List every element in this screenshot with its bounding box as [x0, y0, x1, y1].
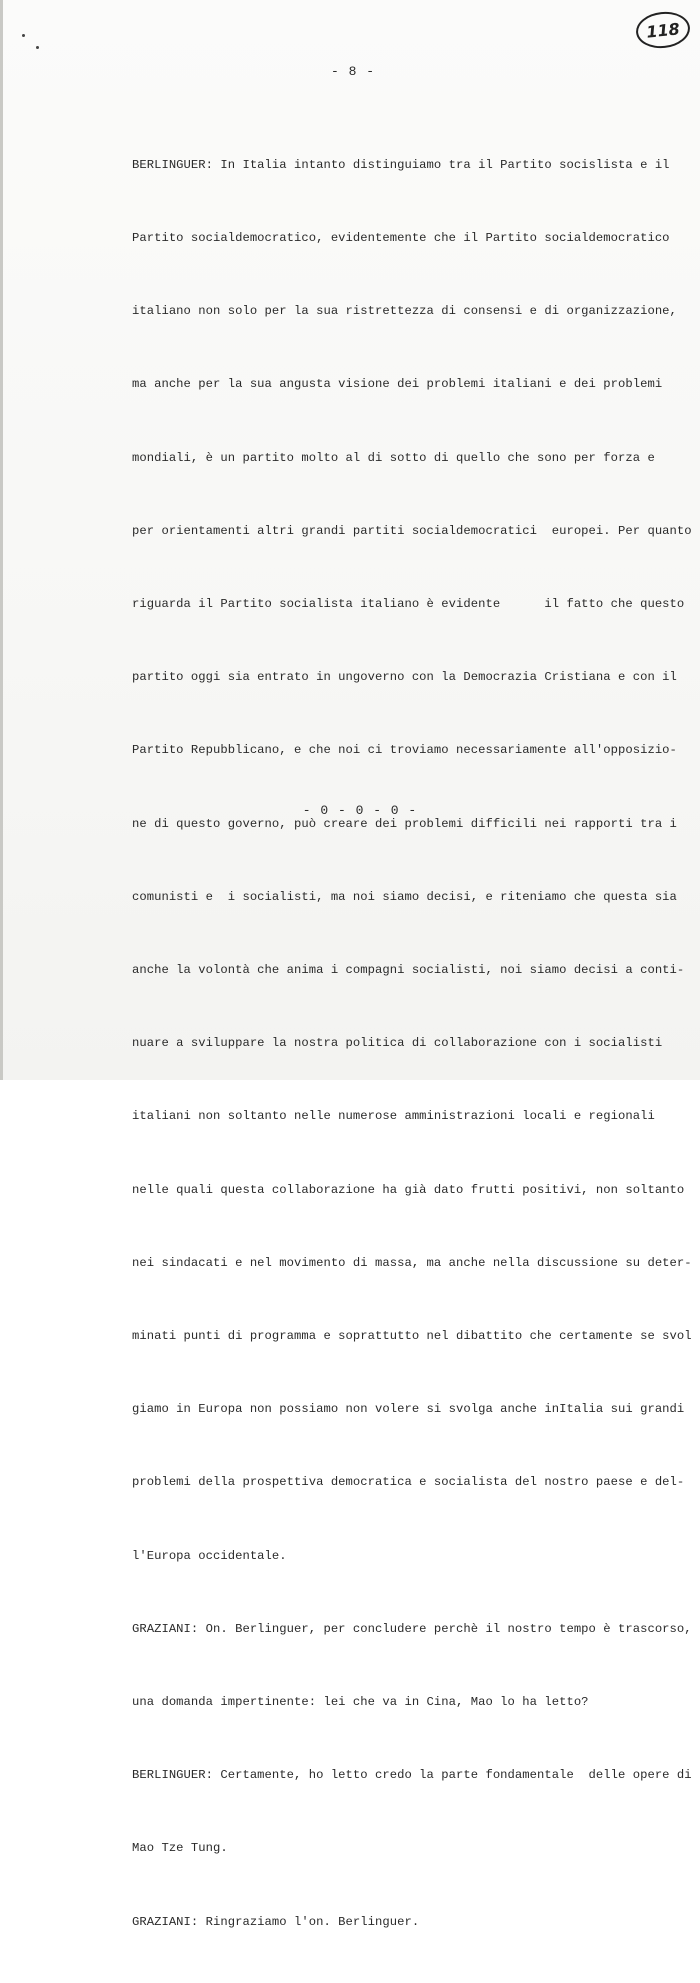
text-line: ne di questo governo, può creare dei problemi difficili nei rapporti tra i — [132, 816, 677, 831]
page-number: - 8 - — [330, 64, 375, 79]
text-line: anche la volontà che anima i compagni socialisti, noi siamo decisi a conti- — [132, 963, 685, 978]
archive-number-stamp: 118 — [634, 9, 691, 50]
text-line: Partito socialdemocratico, evidentemente che il Partito socialdemocratico — [132, 231, 670, 246]
transcript-body — [132, 104, 692, 1983]
text-line: giamo in Europa non possiamo non volere si svolga anche inItalia sui grandi — [132, 1402, 685, 1417]
text-line: nelle quali questa collaborazione ha già dato frutti positivi, non soltanto — [132, 1182, 685, 1197]
text-line: ma anche per la sua angusta visione dei problemi italiani e dei problemi — [132, 377, 663, 392]
text-line: GRAZIANI: Ringraziamo l'on. Berlinguer. — [132, 1914, 420, 1929]
text-line: per orientamenti altri grandi partiti socialdemocratici europei. Per quanto — [132, 523, 692, 538]
text-line: BERLINGUER: In Italia intanto distinguiamo tra il Partito socislista e il — [132, 157, 670, 172]
text-line: l'Europa occidentale. — [132, 1548, 287, 1563]
text-line: comunisti e i socialisti, ma noi siamo decisi, e riteniamo che questa sia — [132, 889, 677, 904]
text-line: italiani non soltanto nelle numerose amministrazioni locali e regionali — [132, 1109, 655, 1124]
text-line: nei sindacati e nel movimento di massa, ma anche nella discussione su deter- — [132, 1255, 692, 1270]
text-line: mondiali, è un partito molto al di sotto di quello che sono per forza e — [132, 450, 655, 465]
text-line: problemi della prospettiva democratica e socialista del nostro paese e del- — [132, 1475, 685, 1490]
text-line: partito oggi sia entrato in ungoverno con la Democrazia Cristiana e con il — [132, 670, 677, 685]
text-line: nuare a sviluppare la nostra politica di collaborazione con i socialisti — [132, 1036, 663, 1051]
ink-speck — [22, 34, 25, 37]
text-line: italiano non solo per la sua ristrettezza di consensi e di organizzazione, — [132, 304, 677, 319]
text-line: BERLINGUER: Certamente, ho letto credo la parte fondamentale delle opere di — [132, 1768, 692, 1783]
text-line: Mao Tze Tung. — [132, 1841, 228, 1856]
end-of-document-mark: - 0 - 0 - 0 - — [302, 803, 418, 818]
page-edge — [0, 0, 3, 1080]
text-line: riguarda il Partito socialista italiano è evidente il fatto che questo — [132, 597, 685, 612]
text-line: minati punti di programma e soprattutto nel dibattito che certamente se svol — [132, 1329, 692, 1344]
text-line: una domanda impertinente: lei che va in Cina, Mao lo ha letto? — [132, 1695, 589, 1710]
ink-speck — [36, 46, 39, 49]
text-line: GRAZIANI: On. Berlinguer, per concludere perchè il nostro tempo è trascorso, — [132, 1621, 692, 1636]
text-line: Partito Repubblicano, e che noi ci troviamo necessariamente all'opposizio- — [132, 743, 677, 758]
